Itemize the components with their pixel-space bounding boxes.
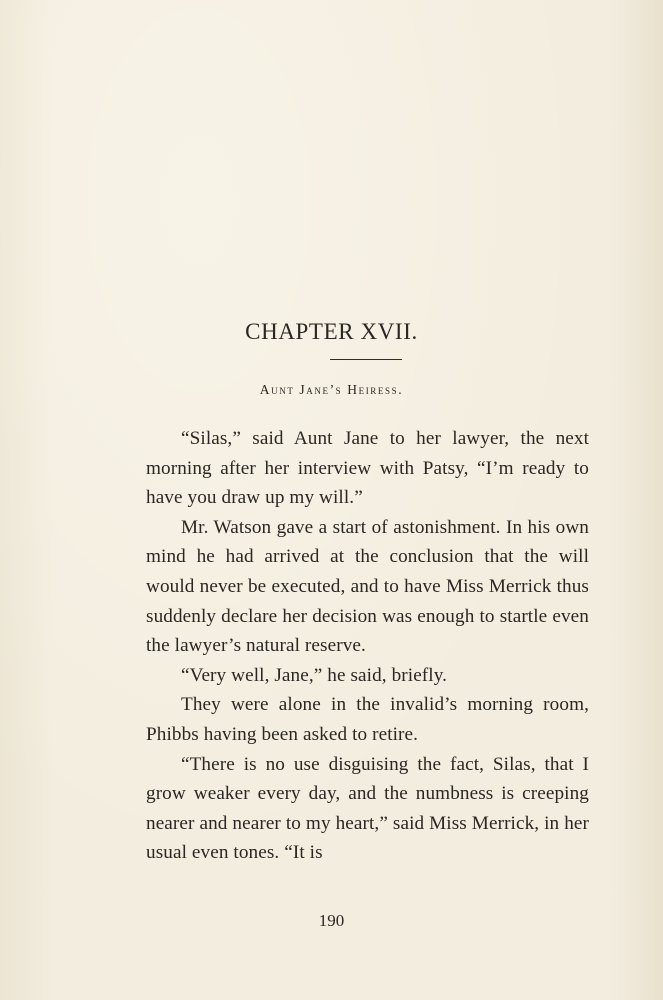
page-number: 190 — [318, 911, 345, 930]
paragraph: “Very well, Jane,” he said, briefly. — [181, 664, 448, 686]
chapter-title: CHAPTER XVII. — [245, 319, 418, 344]
paragraph: They were alone in the invalid’s morning room, Phibbs having been asked to retire. — [146, 694, 589, 745]
title-rule — [330, 359, 402, 360]
paragraph: “There is no use disguising the fact, Silas, that I grow weaker every day, and the numbness is creeping nearer and nearer to my heart,” said Miss Merrick, in her usual even tones. “It is — [146, 753, 589, 864]
paragraph: “Silas,” said Aunt Jane to her lawyer, the next morning after her interview with Patsy, “I’m ready to have you draw up my will.” — [146, 428, 589, 509]
chapter-subtitle: Aunt Jane’s Heiress. — [259, 382, 404, 397]
body-text — [146, 424, 589, 868]
paragraph: Mr. Watson gave a start of astonishment. In his own mind he had arrived at the conclusion that the will would never be executed, and to have Miss Merrick thus suddenly declare her decision was enough to startle even the lawyer’s natural reserve. — [146, 516, 589, 657]
